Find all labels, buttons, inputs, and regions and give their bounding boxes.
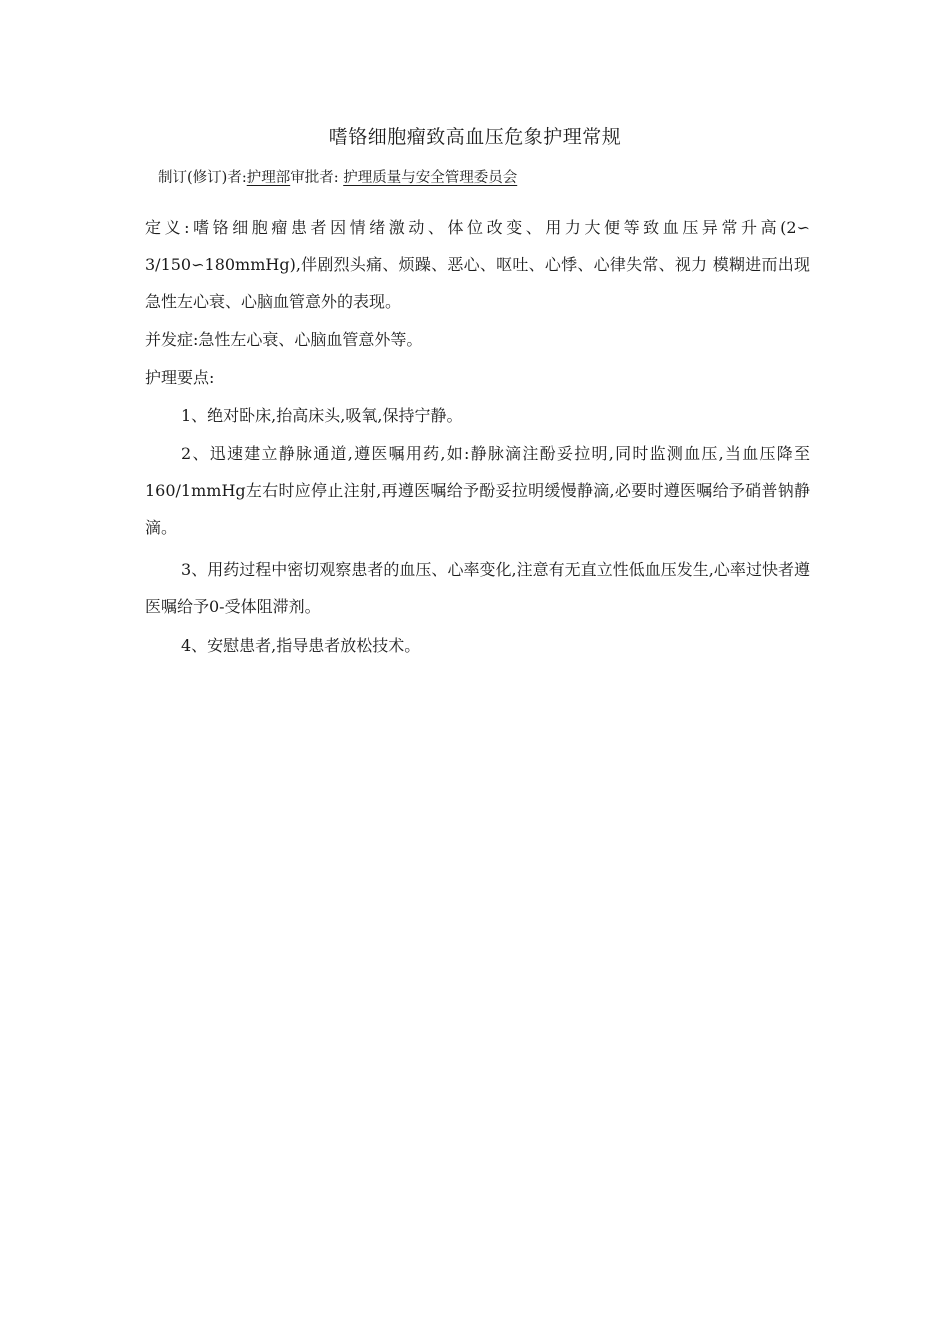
- revised-by-value: 护理部: [246, 170, 291, 186]
- definition-paragraph: 定义:嗜铬细胞瘤患者因情绪激动、体位改变、用力大便等致血压异常升高(2∽ 3/150∽180mmHg),伴剧烈头痛、烦躁、恶心、呕吐、心悸、心律失常、视力 模糊进而出现急性左心衰、心脑血管意外的表现。: [145, 218, 810, 311]
- key-points-heading: 护理要点:: [145, 368, 215, 387]
- complications-paragraph: 并发症:急性左心衰、心脑血管意外等。: [145, 330, 423, 349]
- approved-by-value: 护理质量与安全管理委员会: [343, 170, 518, 186]
- key-point-item: 3、用药过程中密切观察患者的血压、心率变化,注意有无直立性低血压发生,心率过快者遵医嘱给予0-受体阻滞剂。: [145, 560, 810, 616]
- key-point-item: 1、绝对卧床,抬高床头,吸氧,保持宁静。: [181, 406, 463, 425]
- approval-line: [158, 167, 517, 189]
- document-title: 嗜铬细胞瘤致高血压危象护理常规: [328, 126, 622, 148]
- approved-by-label: 审批者:: [290, 170, 339, 186]
- key-point-item: 4、安慰患者,指导患者放松技术。: [181, 636, 421, 655]
- revised-by-label: 制订(修订)者:: [158, 170, 247, 186]
- key-point-item: 2、迅速建立静脉通道,遵医嘱用药,如:静脉滴注酚妥拉明,同时监测血压,当血压降至160/1mmHg左右时应停止注射,再遵医嘱给予酚妥拉明缓慢静滴,必要时遵医嘱给予硝普钠静滴。: [145, 444, 810, 537]
